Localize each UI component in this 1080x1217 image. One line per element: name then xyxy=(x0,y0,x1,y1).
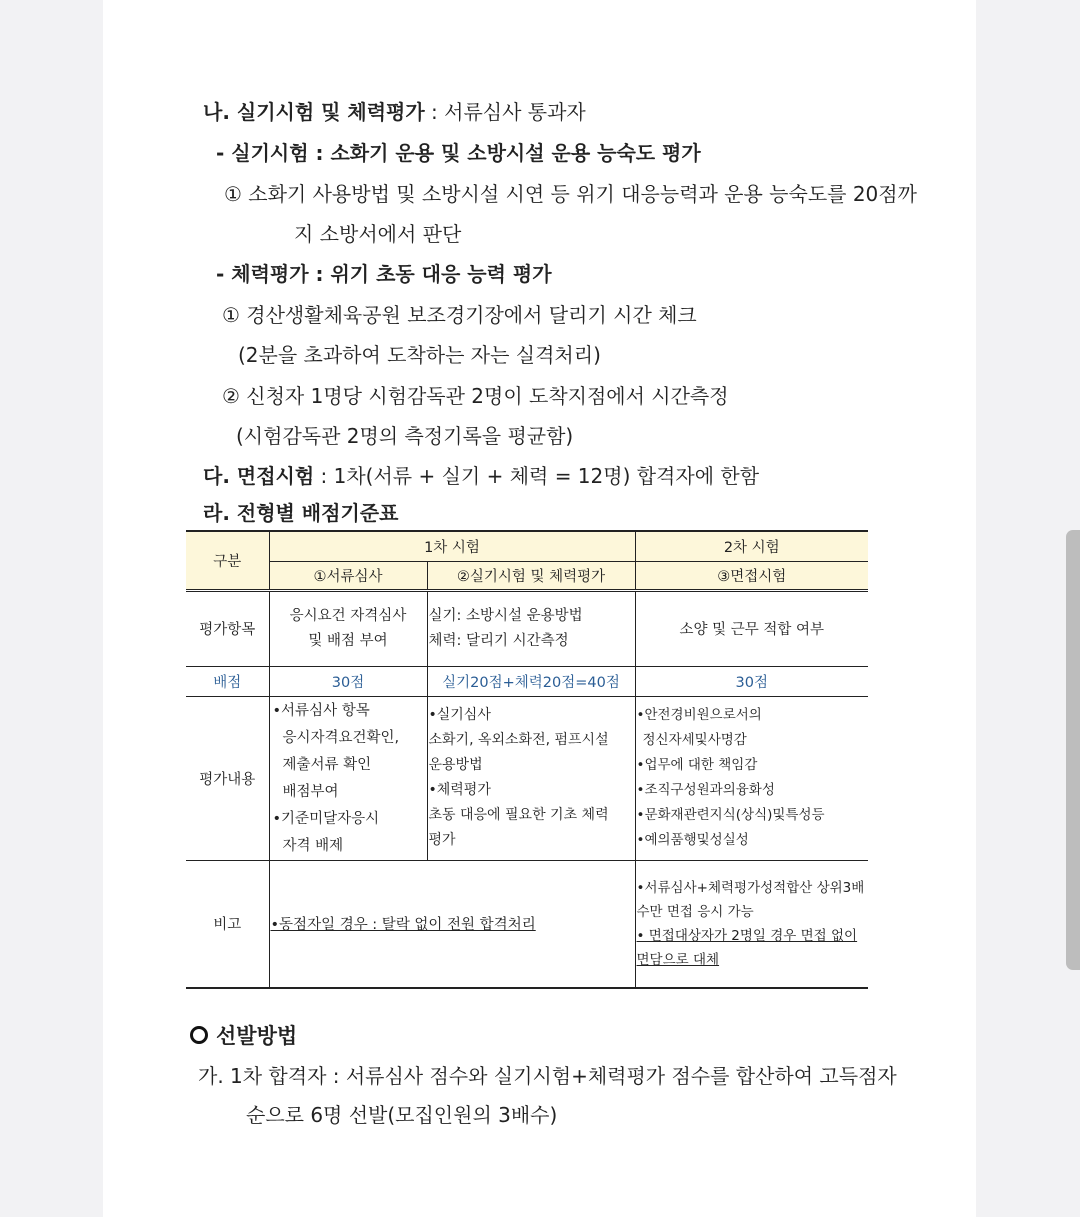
header-second-exam: 2차 시험 xyxy=(635,531,868,561)
header-interview: ③면접시험 xyxy=(635,561,868,590)
content-interview-line: 정신자세및사명감 xyxy=(642,732,747,748)
eval-items-prac-line1: 실기: 소방시설 운용방법 xyxy=(428,607,583,624)
content-doc-line: 자격 배제 xyxy=(282,837,344,854)
header-gubun: 구분 xyxy=(186,531,269,590)
eval-items-doc xyxy=(269,590,427,666)
section-na-heading xyxy=(203,99,586,125)
content-prac-line: •체력평가 xyxy=(428,782,491,798)
eval-items-practical xyxy=(427,590,635,666)
eval-items-doc-line2: 및 배점 부여 xyxy=(308,632,388,649)
content-prac-line: •실기심사 xyxy=(428,707,491,723)
content-prac-line: 운용방법 xyxy=(428,757,483,773)
content-label: 평가내용 xyxy=(186,696,269,860)
section-na-desc: 서류심사 통과자 xyxy=(444,100,586,124)
content-interview-line: •안전경비원으로서의 xyxy=(636,707,762,723)
remarks-right-line: • 면접대상자가 2명일 경우 면접 없이 xyxy=(636,927,858,944)
header-first-exam: 1차 시험 xyxy=(269,531,635,561)
header-doc-review: ①서류심사 xyxy=(269,561,427,590)
remarks-right xyxy=(635,860,868,988)
table-row-content xyxy=(186,696,868,860)
table-row-score xyxy=(186,666,868,696)
content-doc-line: 배점부여 xyxy=(282,783,339,800)
practical-item-1-line1: ① 소화기 사용방법 및 소방시설 시연 등 위기 대응능력과 운용 능숙도를 20점까 xyxy=(224,182,917,206)
remarks-tie-rule: •동점자일 경우 : 탈락 없이 전원 합격처리 xyxy=(270,917,536,934)
selection-ga-line2: 순으로 6명 선발(모집인원의 3배수) xyxy=(246,1103,558,1127)
content-interview-line: •조직구성원과의융화성 xyxy=(636,782,775,798)
content-practical xyxy=(427,696,635,860)
score-interview: 30점 xyxy=(635,666,868,696)
content-interview xyxy=(635,696,868,860)
content-doc xyxy=(269,696,427,860)
fitness-eval-title: - 체력평가 : 위기 초동 대응 능력 평가 xyxy=(216,262,552,286)
score-doc: 30점 xyxy=(269,666,427,696)
practical-item-1-line2: 지 소방서에서 판단 xyxy=(294,222,462,246)
grading-table xyxy=(186,530,868,989)
section-na-title: 나. 실기시험 및 체력평가 xyxy=(203,100,425,124)
content-doc-line: 응시자격요건확인, xyxy=(282,729,400,746)
content-prac-line: 평가 xyxy=(428,832,456,848)
content-doc-line: 제출서류 확인 xyxy=(282,756,372,773)
content-doc-line: •기준미달자응시 xyxy=(272,810,380,827)
content-interview-line: •업무에 대한 책임감 xyxy=(636,757,758,773)
score-label: 배점 xyxy=(186,666,269,696)
content-doc-line: •서류심사 항목 xyxy=(272,702,370,719)
eval-items-prac-line2: 체력: 달리기 시간측정 xyxy=(428,632,569,649)
section-da-heading xyxy=(203,463,759,489)
eval-items-doc-line1: 응시요건 자격심사 xyxy=(289,607,407,624)
score-practical: 실기20점+체력20점=40점 xyxy=(427,666,635,696)
table-row-remarks xyxy=(186,860,868,988)
selection-title: 선발방법 xyxy=(216,1024,298,1048)
fitness-item-2-line2: (시험감독관 2명의 측정기록을 평균함) xyxy=(236,424,574,448)
practical-exam-title: - 실기시험 : 소화기 운용 및 소방시설 운용 능숙도 평가 xyxy=(216,141,701,165)
table-header-row-1 xyxy=(186,531,868,561)
fitness-item-2-line1: ② 신청자 1명당 시험감독관 2명이 도착지점에서 시간측정 xyxy=(222,384,729,408)
fitness-item-1-line1: ① 경산생활체육공원 보조경기장에서 달리기 시간 체크 xyxy=(222,303,697,327)
selection-heading xyxy=(190,1023,297,1049)
table-row-eval-items xyxy=(186,590,868,666)
content-interview-line: •문화재관련지식(상식)및특성등 xyxy=(636,807,825,823)
circle-bullet-icon xyxy=(190,1026,208,1044)
remarks-left xyxy=(269,860,635,988)
section-da-desc: : 1차(서류 + 실기 + 체력 = 12명) 합격자에 한함 xyxy=(314,464,760,488)
eval-items-interview: 소양 및 근무 적합 여부 xyxy=(635,590,868,666)
content-prac-line: 소화기, 옥외소화전, 펌프시설 xyxy=(428,732,609,748)
selection-ga-line1: 가. 1차 합격자 : 서류심사 점수와 실기시험+체력평가 점수를 합산하여 고득점자 xyxy=(198,1064,897,1088)
fitness-item-1-line2: (2분을 초과하여 도착하는 자는 실격처리) xyxy=(238,343,601,367)
remarks-right-line: 수만 면접 응시 가능 xyxy=(636,903,754,920)
section-na-colon: : xyxy=(424,100,445,124)
section-da-title: 다. 면접시험 xyxy=(203,464,315,488)
header-practical-fitness: ②실기시험 및 체력평가 xyxy=(427,561,635,590)
remarks-label: 비고 xyxy=(186,860,269,988)
remarks-right-line: 면담으로 대체 xyxy=(636,951,720,968)
scrollbar[interactable] xyxy=(1066,530,1080,970)
table-header-row-2 xyxy=(186,561,868,590)
section-ra-title: 라. 전형별 배점기준표 xyxy=(203,501,399,525)
remarks-right-line: •서류심사+체력평가성적합산 상위3배 xyxy=(636,879,865,896)
content-interview-line: •예의품행및성실성 xyxy=(636,832,749,848)
eval-items-label: 평가항목 xyxy=(186,590,269,666)
content-prac-line: 초동 대응에 필요한 기초 체력 xyxy=(428,807,609,823)
